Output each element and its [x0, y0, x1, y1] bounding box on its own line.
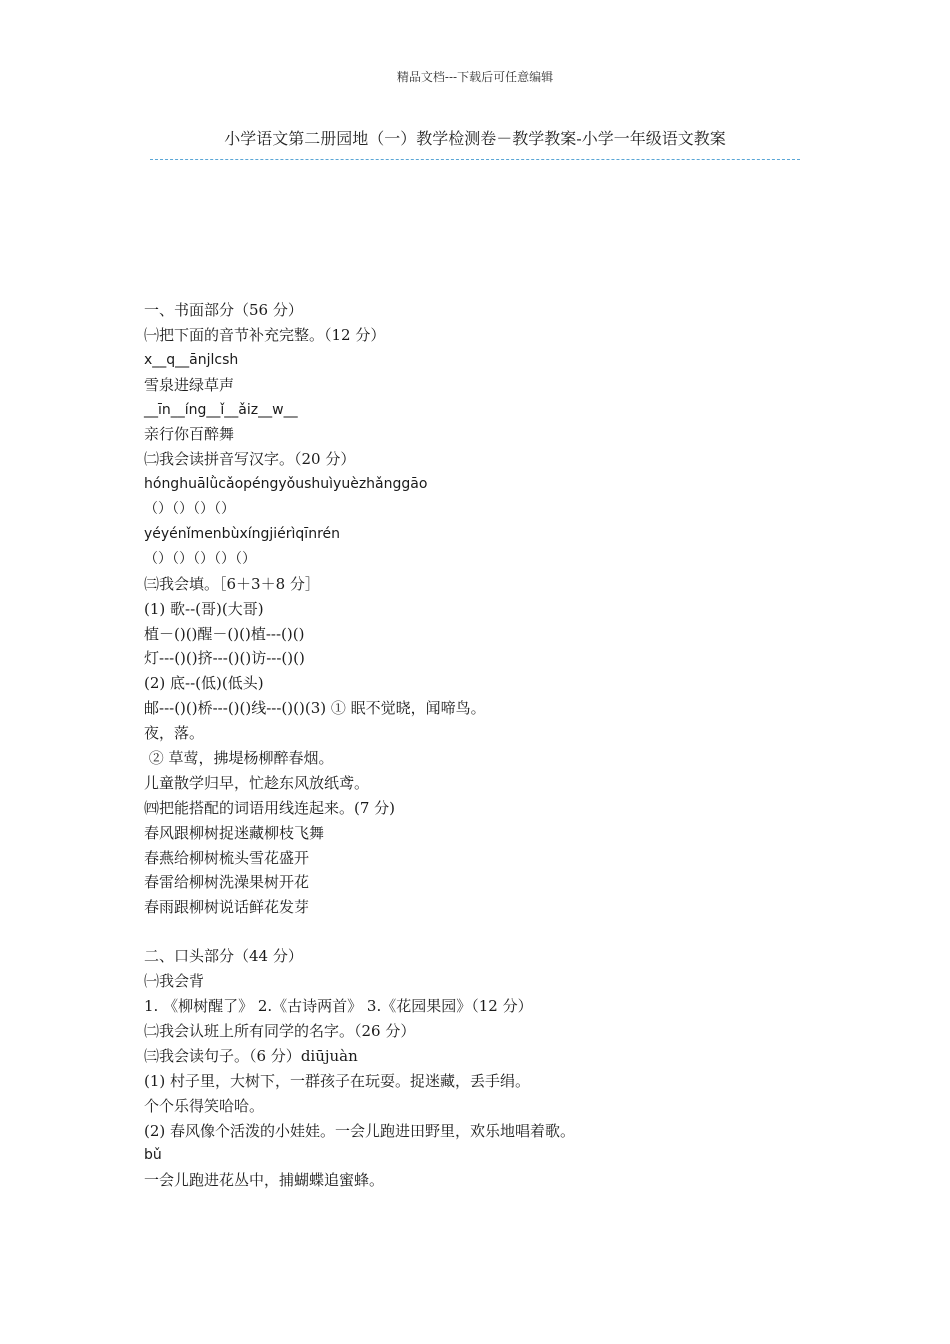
character-line: 亲行你百醉舞 [144, 425, 235, 444]
fill-line: 植－()()醒－()()植---()() [144, 624, 305, 643]
pinyin-line: __īn__íng__ǐ__ǎiz__w__ [144, 401, 298, 418]
answer-brackets: （）（）（）（） [144, 501, 235, 518]
matching-line: 春风跟柳树捉迷藏柳枝飞舞 [144, 823, 325, 842]
matching-line: 春雷给柳树洗澡果树开花 [144, 873, 310, 892]
section-heading-written: 一、书面部分（56 分） [144, 301, 303, 319]
fill-line: (1) 歌--(哥)(大哥) [144, 599, 264, 618]
poem-line: ② 草莺，拂堤杨柳醉春烟。 [144, 749, 334, 768]
pinyin-line: yéyénǐmenbùxíngjiérìqīnrén [144, 526, 340, 543]
poem-line: 儿童散学归早，忙趁东风放纸鸢。 [144, 773, 370, 792]
recite-list: 1. 《柳树醒了》 2.《古诗两首》 3.《花园果园》（12 分） [144, 997, 533, 1016]
oral-question-1: ㈠我会背 [144, 972, 205, 991]
reading-sentence: (1) 村子里，大树下，一群孩子在玩耍。捉迷藏，丢手绢。 [144, 1071, 531, 1090]
matching-line: 春燕给柳树梳头雪花盛开 [144, 848, 310, 867]
character-line: 雪泉进绿草声 [144, 375, 235, 394]
header-note: 精品文档---下载后可任意编辑 [396, 70, 554, 84]
pinyin-line: hónghuālǜcǎopéngyǒushuìyuèzhǎnggāo [144, 476, 428, 493]
fill-line: 邮---()()桥---()()线---()()(3) ① 眠不觉晓，闻啼鸟。 [144, 699, 486, 718]
question-4-heading: ㈣把能搭配的词语用线连起来。(7 分) [144, 798, 396, 817]
reading-sentence: 一会儿跑进花丛中，捕蝴蝶追蜜蜂。 [144, 1171, 385, 1190]
oral-question-2: ㈡我会认班上所有同学的名字。（26 分） [144, 1021, 416, 1040]
reading-sentence: 个个乐得笑哈哈。 [144, 1096, 265, 1115]
pinyin-annotation: bǔ [144, 1147, 162, 1164]
fill-line: (2) 底--(低)(低头) [144, 674, 264, 693]
question-3-heading: ㈢我会填。［6＋3＋8 分］ [144, 574, 320, 593]
reading-sentence: (2) 春风像个活泼的小娃娃。一会儿跑进田野里，欢乐地唱着歌。 [144, 1121, 576, 1140]
fill-line: 灯---()()挤---()()访---()() [144, 649, 305, 668]
oral-question-3: ㈢我会读句子。（6 分）diūjuàn [144, 1046, 358, 1065]
poem-line: 夜，落。 [144, 724, 205, 743]
section-gap [144, 920, 844, 944]
matching-line: 春雨跟柳树说话鲜花发芽 [144, 898, 310, 917]
title-divider [150, 159, 800, 160]
pinyin-line: x__q__ānjlcsh [144, 351, 239, 368]
document-body [144, 298, 844, 1193]
question-1-heading: ㈠把下面的音节补充完整。（12 分） [144, 325, 386, 344]
document-title: 小学语文第二册园地（一）教学检测卷－教学教案-小学一年级语文教案 [224, 129, 726, 148]
question-2-heading: ㈡我会读拼音写汉字。（20 分） [144, 450, 356, 469]
answer-brackets: （）（）（）（）（） [144, 550, 256, 567]
section-heading-oral: 二、口头部分（44 分） [144, 947, 303, 966]
